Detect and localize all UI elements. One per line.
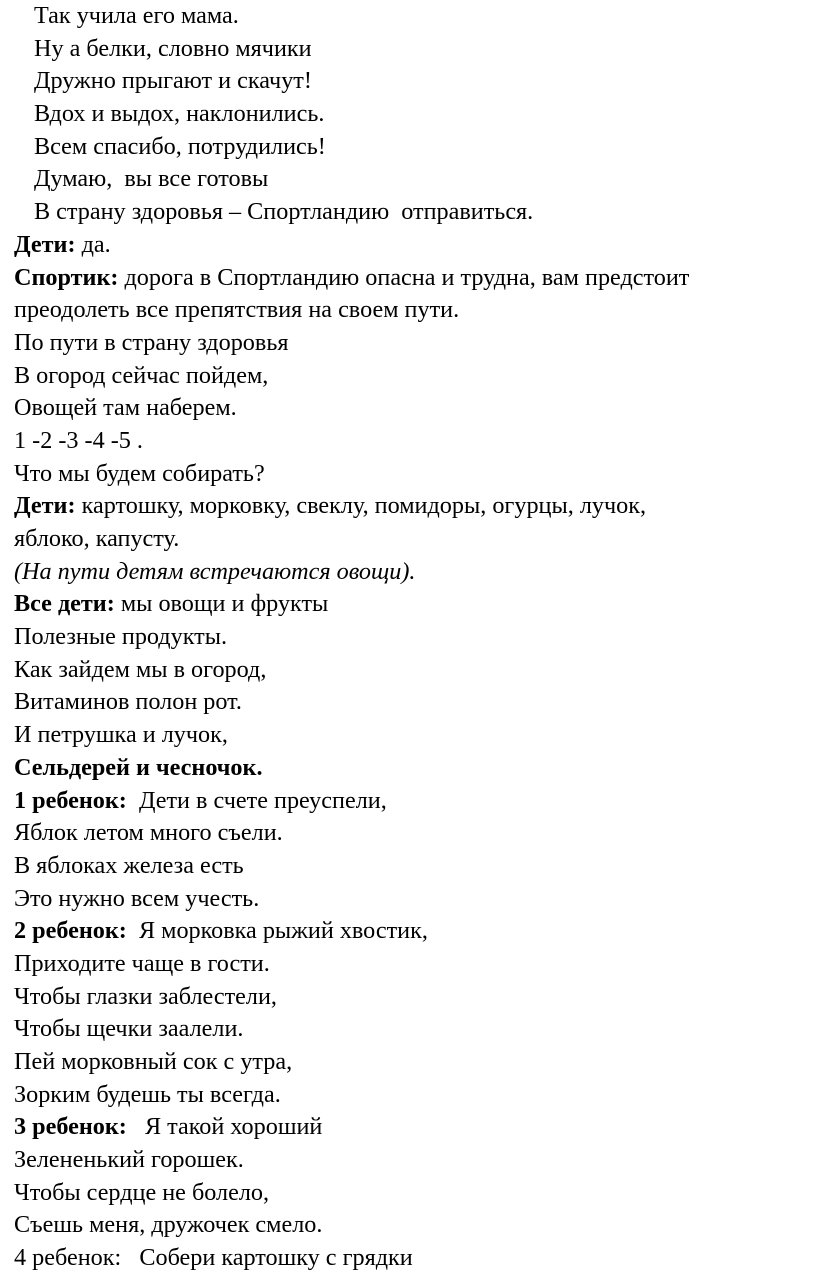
verse-line: Зорким будешь ты всегда. bbox=[14, 1080, 281, 1108]
dialogue-line bbox=[14, 1111, 814, 1144]
speaker-label: Спортик: bbox=[14, 263, 119, 291]
dialogue-line bbox=[14, 915, 814, 948]
verse-line: Что мы будем собирать? bbox=[14, 459, 265, 487]
verse-line: По пути в страну здоровья bbox=[14, 328, 289, 356]
dialogue-line bbox=[14, 785, 814, 818]
speaker-label: Дети: bbox=[14, 230, 76, 258]
dialogue-line bbox=[14, 229, 814, 262]
speaker-label: 2 ребенок: bbox=[14, 917, 127, 945]
verse-line: Чтобы щечки заалели. bbox=[14, 1015, 244, 1043]
poem-line: Дружно прыгают и скачут! bbox=[34, 67, 312, 95]
verse-line: Пей морковный сок с утра, bbox=[14, 1048, 293, 1075]
verse-line-bold: Сельдерей и чесночок. bbox=[14, 753, 263, 781]
dialogue-line: яблоко, капусту. bbox=[14, 525, 180, 552]
verse-line: Съешь меня, дружочек смело. bbox=[14, 1211, 323, 1239]
dialogue-line: преодолеть все препятствия на своем пути. bbox=[14, 296, 460, 324]
speaker-label: Дети: bbox=[14, 492, 76, 520]
dialogue-text: Я морковка рыжий хвостик, bbox=[126, 917, 428, 945]
speaker-label: 3 ребенок: bbox=[14, 1113, 127, 1141]
verse-line: 1 -2 -3 -4 -5 . bbox=[14, 426, 143, 454]
verse-line: Чтобы глазки заблестели, bbox=[14, 982, 277, 1010]
dialogue-line bbox=[14, 588, 814, 621]
verse-line: Это нужно всем учесть. bbox=[14, 884, 260, 912]
dialogue-line bbox=[14, 490, 814, 523]
dialogue-text: Я такой хороший bbox=[126, 1113, 323, 1141]
dialogue-line bbox=[14, 262, 814, 295]
poem-line: Думаю, вы все готовы bbox=[34, 165, 269, 193]
poem-line: Всем спасибо, потрудились! bbox=[34, 132, 326, 160]
dialogue-text: картошку, морковку, свеклу, помидоры, огурцы, лучок, bbox=[75, 492, 647, 520]
verse-line: И петрушка и лучок, bbox=[14, 721, 228, 749]
document-page bbox=[14, 0, 814, 1275]
verse-line: Как зайдем мы в огород, bbox=[14, 655, 267, 683]
verse-line: Чтобы сердце не болело, bbox=[14, 1178, 270, 1206]
verse-line: Яблок летом много съели. bbox=[14, 819, 283, 847]
poem-line: Ну а белки, словно мячики bbox=[34, 34, 312, 62]
verse-line: Полезные продукты. bbox=[14, 623, 228, 651]
verse-line: Зелененький горошек. bbox=[14, 1146, 244, 1174]
speaker-label: Все дети: bbox=[14, 590, 115, 618]
speaker-label: 1 ребенок: bbox=[14, 786, 127, 814]
verse-line: В яблоках железа есть bbox=[14, 851, 244, 879]
poem-line: Вдох и выдох, наклонились. bbox=[34, 100, 325, 128]
dialogue-line: 4 ребенок: Собери картошку с грядки bbox=[14, 1244, 413, 1272]
dialogue-text: да. bbox=[75, 230, 111, 258]
verse-line: Овощей там наберем. bbox=[14, 394, 237, 422]
verse-line: Витаминов полон рот. bbox=[14, 688, 242, 716]
dialogue-text: дорога в Спортландию опасна и трудна, вам предстоит bbox=[118, 263, 690, 291]
poem-line: Так учила его мама. bbox=[34, 2, 239, 29]
dialogue-text: мы овощи и фрукты bbox=[114, 590, 329, 618]
poem-line: В страну здоровья – Спортландию отправиться. bbox=[34, 198, 534, 226]
verse-line: Приходите чаще в гости. bbox=[14, 949, 270, 977]
verse-line: В огород сейчас пойдем, bbox=[14, 361, 269, 389]
dialogue-text: Дети в счете преуспели, bbox=[126, 786, 387, 814]
stage-direction: (На пути детям встречаются овощи). bbox=[14, 557, 416, 585]
